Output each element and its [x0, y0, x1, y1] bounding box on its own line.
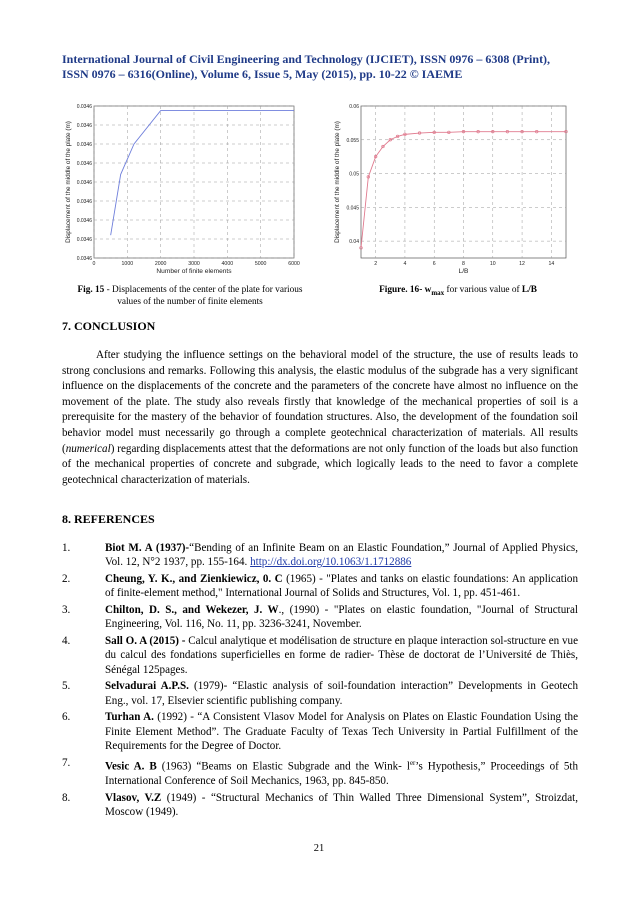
reference-item [62, 710, 578, 753]
reference-author: Turhan A. [105, 711, 154, 724]
reference-item [62, 572, 578, 601]
conclusion-paragraph [62, 348, 578, 488]
x-tick-label: 2000 [154, 261, 167, 267]
reference-number: 6. [62, 711, 71, 724]
y-tick-label: 0.05 [349, 171, 359, 178]
journal-header [62, 52, 582, 82]
y-tick-label: 0.055 [346, 137, 359, 144]
reference-number: 2. [62, 573, 71, 585]
x-axis-label: L/B [458, 268, 469, 275]
journal-header-line-1: International Journal of Civil Engineering and Technology (IJCIET), ISSN 0976 – 6308 (Print), [62, 52, 551, 66]
reference-text-continued: ’s Hypothesis,” Proceedings of 5th International Conference of Soil Mechanics, 1963, pp. 845-850. [105, 760, 579, 787]
y-tick-label: 0.0346 [76, 199, 92, 205]
reference-author: Selvadurai A.P.S. [105, 680, 189, 693]
figure-16-caption [358, 284, 558, 299]
reference-number: 1. [62, 542, 71, 554]
reference-text: “Bending of an Infinite Beam on an Elastic Foundation,” Journal of Applied Physics, Vol. 12, N°2 1937, pp. 155-164. [105, 542, 578, 569]
journal-header-line-2: ISSN 0976 – 6316(Online), Volume 6, Issue 5, May (2015), pp. 10-22 © IAEME [62, 67, 463, 81]
x-tick-label: 12 [519, 261, 525, 267]
y-tick-label: 0.0346 [76, 256, 92, 262]
figure-16-caption-text: for various value of [444, 285, 522, 295]
y-tick-label: 0.04 [349, 239, 359, 246]
reference-text: (1979)- “Elastic analysis of soil-foundation interaction” Developments in Geotech Eng., vol. 17, Elsevier scientific publishing company. [105, 680, 578, 707]
figure-16-caption-tail: L/B [521, 285, 537, 295]
page-number: 21 [313, 843, 325, 854]
x-tick-label: 8 [462, 261, 465, 267]
y-tick-label: 0.06 [349, 104, 359, 110]
reference-author: Vlasov, V.Z [105, 791, 162, 804]
y-tick-label: 0.0346 [76, 161, 92, 167]
conclusion-italic: numerical [65, 442, 111, 455]
reference-text: (1992) - “A Consistent Vlasov Model for Analysis on Plates on Elastic Foundation Using the Finite Element Method”. The Graduate Faculty of Texas Tech University in Partial Fulfillment of the Requirements for the Degree of Doctor. [105, 711, 578, 753]
reference-item [62, 541, 578, 570]
conclusion-heading: 7. CONCLUSION [62, 319, 156, 333]
references-heading: 8. REFERENCES [62, 512, 155, 526]
x-tick-label: 6 [432, 261, 436, 267]
x-tick-label: 6000 [288, 261, 300, 267]
x-tick-label: 2 [374, 261, 378, 267]
conclusion-text-end: ) regarding displacements attest that the deformations are not only function of the loads but also function of the mechanical properties of concrete and subgrade, which logically leads to the need to favor a complete geotechnical characterization of materials. [62, 442, 578, 486]
reference-number: 5. [62, 680, 71, 693]
conclusion-text: After studying the influence settings on the behavioral model of the structure, the use of results leads to strong conclusions and remarks. Following this analysis, the elastic modulus of the subgrade has a very significant influence on the displacements of the concrete and the parameters of the concrete have almost no influence on the movement of the plate. The study also reveals firstly that knowledge of the mechanical properties of soil is a prerequisite for the mastery of the behavior of foundation structures. Also, the development of the foundation soil behavior model must necessarily go through a complete geotechnical characterization of materials. All results ( [62, 349, 578, 455]
reference-item [62, 603, 578, 632]
reference-item [62, 634, 578, 677]
x-tick-label: 3000 [188, 261, 200, 267]
reference-item [62, 679, 578, 708]
figure-15-svg [62, 100, 312, 280]
y-tick-label: 0.0346 [76, 180, 92, 186]
y-tick-label: 0.0346 [76, 104, 92, 110]
reference-text: (1965) - "Plates and tanks on elastic foundations: An application of finite-element method," International Journal of Solids and Structures, Vol. 1, pp. 451-461. [105, 573, 578, 600]
reference-superscript: er [409, 758, 416, 767]
figure-16-svg [330, 100, 580, 280]
reference-number: 7. [62, 756, 71, 769]
y-tick-label: 0.0346 [76, 237, 92, 243]
reference-text: Calcul analytique et modélisation de structure en plaque interaction sol-structure en vue du calcul des fondations superficielles en forme de radier- Thèse de doctorat de l’Université de Thiès, Sénégal 125pages. [105, 635, 579, 676]
reference-item [62, 791, 578, 820]
reference-number: 8. [62, 791, 71, 804]
figure-15-label: Fig. 15 [77, 285, 105, 295]
y-tick-label: 0.045 [346, 205, 359, 212]
figure-16-chart [330, 100, 580, 280]
reference-number: 4. [62, 635, 71, 647]
reference-author: Chilton, D. S., and Wekezer, J. W [105, 604, 279, 616]
figure-16-label: Figure. 16- w [379, 285, 432, 295]
references-list [62, 541, 578, 822]
reference-author: Biot M. A (1937)- [105, 542, 190, 554]
y-tick-label: 0.0346 [76, 218, 92, 224]
y-tick-label: 0.0346 [76, 123, 92, 129]
reference-text: (1963) “Beams on Elastic Subgrade and the Wink- l [156, 760, 410, 773]
x-tick-label: 14 [548, 261, 555, 267]
plot-area [361, 106, 566, 258]
reference-author: Vesic A. B [105, 760, 157, 773]
x-tick-label: 4000 [221, 261, 234, 267]
x-tick-label: 5000 [254, 261, 267, 267]
figure-15-caption-text: - Displacements of the center of the plate for various values of the number of finite elements [104, 285, 303, 307]
reference-doi-link[interactable]: http://dx.doi.org/10.1063/1.1712886 [250, 556, 412, 569]
x-tick-label: 0 [92, 261, 96, 267]
reference-text: (1949) - “Structural Mechanics of Thin Walled Three Dimensional System”, Stroizdat, Moscow (1949). [105, 791, 578, 818]
y-axis-label: Displacement of the middle of the plate (m) [65, 121, 72, 243]
y-axis-label: Displacement of the middle of the plate (m) [334, 121, 341, 243]
figure-15-chart [62, 100, 312, 280]
figure-15-caption [72, 284, 308, 308]
x-axis-label: Number of finite elements [156, 268, 232, 275]
reference-item [62, 756, 578, 789]
x-tick-label: 4 [403, 261, 407, 267]
reference-author: Cheung, Y. K., and Zienkiewicz, 0. C [105, 573, 283, 585]
y-tick-label: 0.0346 [76, 142, 92, 148]
reference-author: Sall O. A (2015) - [105, 635, 186, 647]
figure-16-label-sub: max [431, 288, 445, 297]
x-tick-label: 10 [489, 261, 496, 267]
reference-number: 3. [62, 604, 71, 616]
reference-text: ., (1990) - "Plates on elastic foundation, "Journal of Structural Engineering, Vol. 116, No. 11, pp. 3236-3241, November. [105, 604, 578, 631]
x-tick-label: 1000 [121, 261, 134, 267]
